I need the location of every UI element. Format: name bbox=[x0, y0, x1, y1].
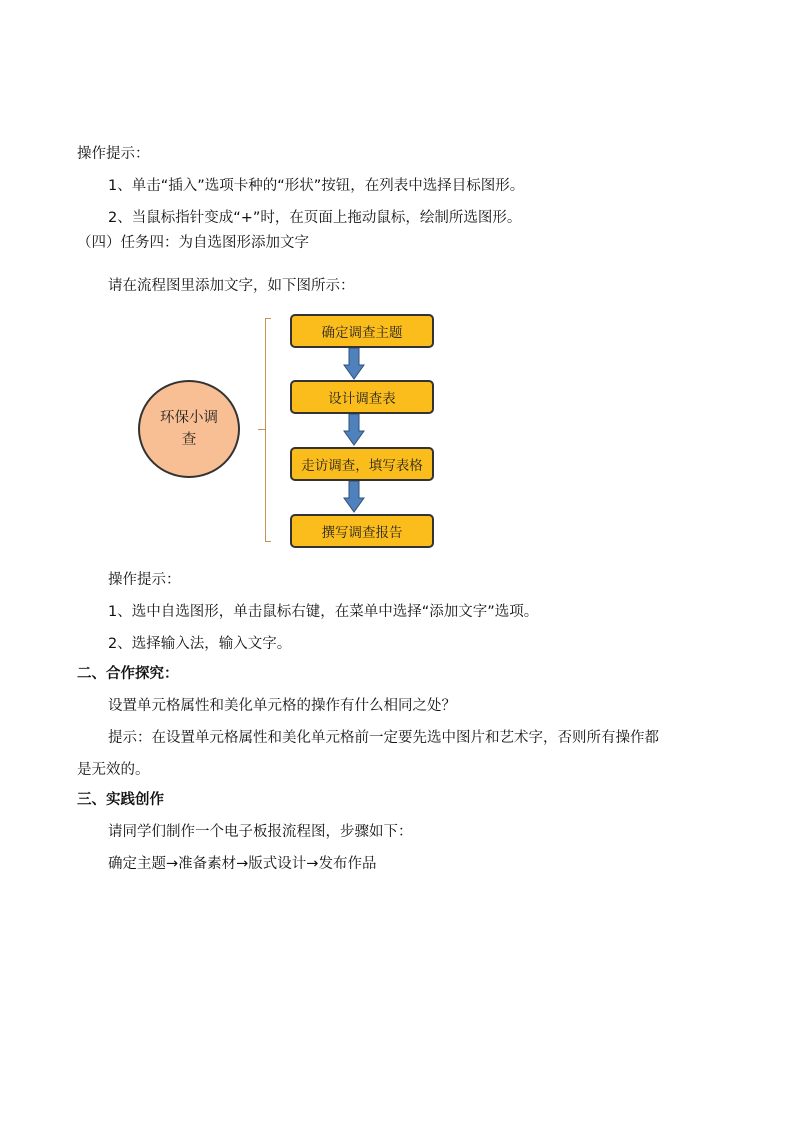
left-bracket bbox=[265, 318, 271, 542]
bracket-tip bbox=[258, 429, 266, 430]
step-box-4: 撰写调查报告 bbox=[290, 514, 434, 548]
tip-a2: 2、当鼠标指针变成“+”时，在页面上拖动鼠标，绘制所选图形。 bbox=[108, 210, 522, 226]
down-arrow-icon-3 bbox=[343, 481, 365, 513]
part2-question: 设置单元格属性和美化单元格的操作有什么相同之处？ bbox=[108, 698, 456, 714]
tip-a1: 1、单击“插入”选项卡种的“形状”按钮，在列表中选择目标图形。 bbox=[108, 178, 525, 194]
part3-steps: 确定主题→准备素材→版式设计→发布作品 bbox=[108, 856, 377, 872]
step-box-3: 走访调查，填写表格 bbox=[290, 447, 434, 481]
step-box-2: 设计调查表 bbox=[290, 380, 434, 414]
down-arrow-icon-2 bbox=[343, 414, 365, 446]
step-box-1: 确定调查主题 bbox=[290, 314, 434, 348]
part3-instruction: 请同学们制作一个电子板报流程图，步骤如下： bbox=[108, 824, 413, 840]
part2-hint-line2: 是无效的。 bbox=[77, 762, 150, 778]
topic-circle: 环保小调查 bbox=[138, 380, 240, 478]
tips-title-b: 操作提示： bbox=[108, 572, 181, 588]
part2-heading: 二、合作探究： bbox=[77, 666, 179, 682]
part3-heading: 三、实践创作 bbox=[77, 792, 164, 808]
tip-b1: 1、选中自选图形，单击鼠标右键，在菜单中选择“添加文字”选项。 bbox=[108, 604, 539, 620]
tips-title-a: 操作提示： bbox=[77, 146, 150, 162]
down-arrow-icon-1 bbox=[343, 348, 365, 380]
part2-hint-line1: 提示：在设置单元格属性和美化单元格前一定要先选中图片和艺术字，否则所有操作都 bbox=[108, 730, 659, 746]
task4-heading: （四）任务四：为自选图形添加文字 bbox=[77, 235, 309, 251]
task4-instruction: 请在流程图里添加文字，如下图所示： bbox=[108, 278, 355, 294]
tip-b2: 2、选择输入法，输入文字。 bbox=[108, 636, 292, 652]
